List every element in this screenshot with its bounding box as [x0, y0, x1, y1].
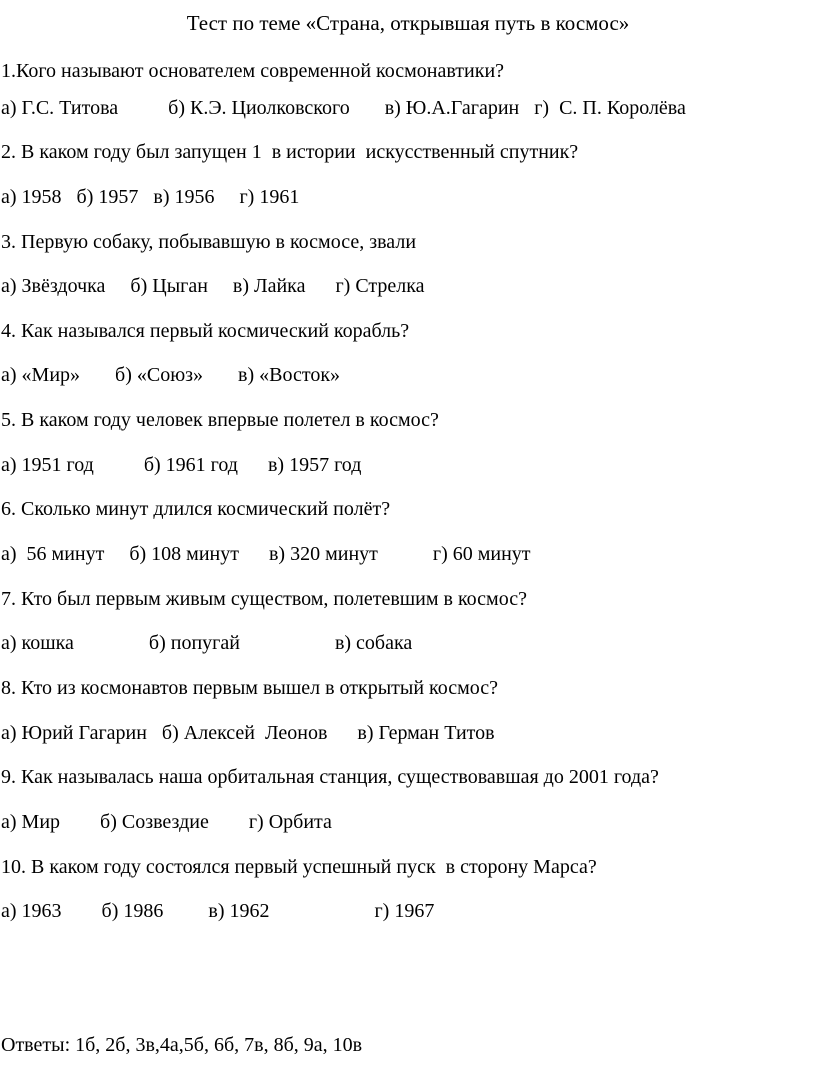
question-5: 5. В каком году человек впервые полетел в космос?: [1, 409, 439, 431]
question-8: 8. Кто из космонавтов первым вышел в открытый космос?: [1, 677, 499, 699]
question-6: 6. Сколько минут длился космический полёт?: [1, 498, 391, 520]
question-10: 10. В каком году состоялся первый успешный пуск в сторону Марса?: [1, 856, 597, 878]
options-2: а) 1958 б) 1957 в) 1956 г) 1961: [1, 186, 300, 208]
question-9: 9. Как называлась наша орбитальная станция, существовавшая до 2001 года?: [1, 766, 659, 788]
question-4: 4. Как назывался первый космический корабль?: [1, 320, 410, 342]
options-3: а) Звёздочка б) Цыган в) Лайка г) Стрелка: [1, 275, 425, 297]
answer-key: Ответы: 1б, 2б, 3в,4а,5б, 6б, 7в, 8б, 9а, 10в: [1, 1034, 363, 1056]
question-2: 2. В каком году был запущен 1 в истории искусственный спутник?: [1, 141, 579, 163]
options-8: а) Юрий Гагарин б) Алексей Леонов в) Герман Титов: [1, 722, 495, 744]
question-1: 1.Кого называют основателем современной космонавтики?: [1, 60, 505, 82]
options-10: а) 1963 б) 1986 в) 1962 г) 1967: [1, 900, 435, 922]
options-1: а) Г.С. Титова б) К.Э. Циолковского в) Ю.А.Гагарин г) С. П. Королёва: [1, 97, 686, 119]
options-7: а) кошка б) попугай в) собака: [1, 632, 413, 654]
options-9: а) Мир б) Созвездие г) Орбита: [1, 811, 332, 833]
options-5: а) 1951 год б) 1961 год в) 1957 год: [1, 454, 362, 476]
question-3: 3. Первую собаку, побывавшую в космосе, звали: [1, 231, 417, 253]
options-4: а) «Мир» б) «Союз» в) «Восток»: [1, 364, 341, 386]
page-title: Тест по теме «Страна, открывшая путь в космос»: [186, 11, 630, 35]
question-7: 7. Кто был первым живым существом, полетевшим в космос?: [1, 588, 527, 610]
options-6: а) 56 минут б) 108 минут в) 320 минут г) 60 минут: [1, 543, 531, 565]
